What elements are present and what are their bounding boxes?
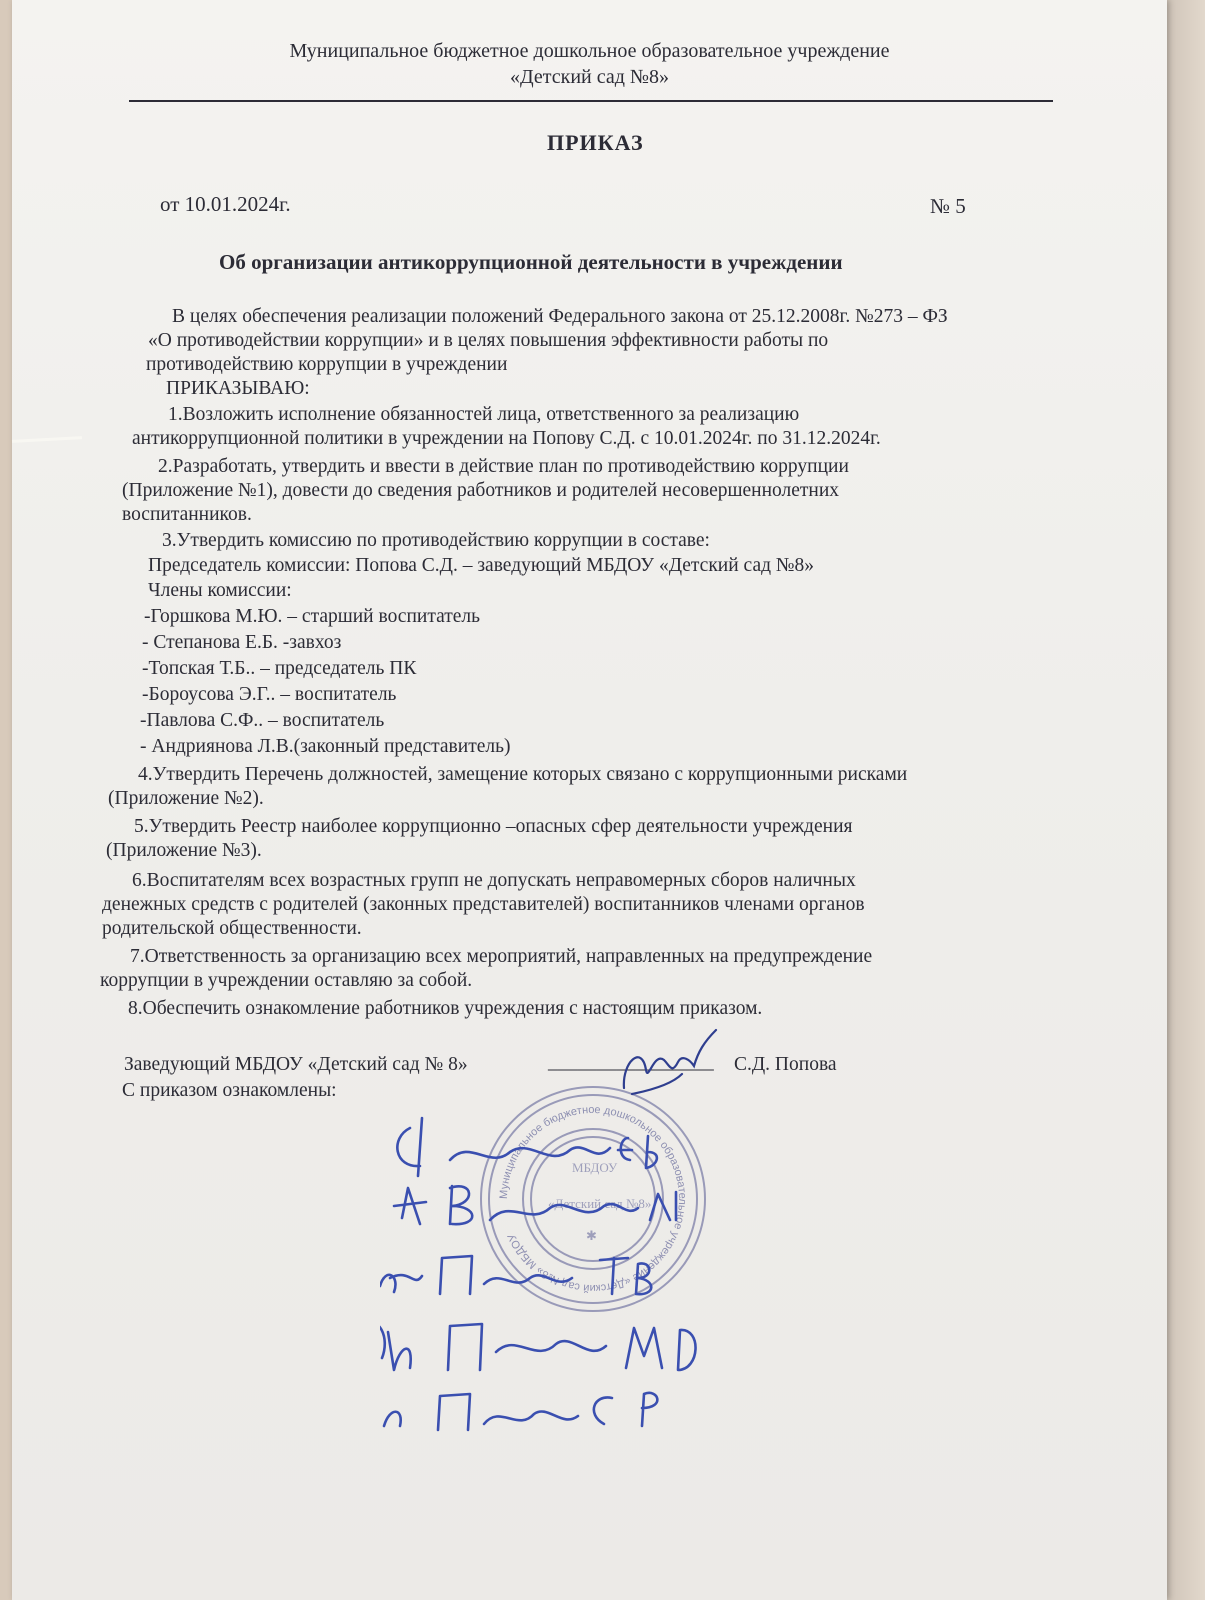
item-6: денежных средств с родителей (законных представителей) воспитанников членами органов xyxy=(102,894,865,915)
commission-member: -Горшкова М.Ю. – старший воспитатель xyxy=(144,606,481,627)
order-subject: Об организации антикоррупционной деятельности в учреждении xyxy=(219,250,843,274)
order-date: от 10.01.2024г. xyxy=(160,192,291,216)
item-8: 8.Обеспечить ознакомление работников учреждения с настоящим приказом. xyxy=(128,998,763,1019)
org-name-line1: Муниципальное бюджетное дошкольное образовательное учреждение xyxy=(289,40,890,62)
svg-text:«Детский сад №8»: «Детский сад №8» xyxy=(548,1196,652,1211)
org-name-line2: «Детский сад №8» xyxy=(509,66,669,88)
svg-text:✱: ✱ xyxy=(586,1228,597,1243)
handwritten-signatures xyxy=(380,1108,710,1438)
order-number: № 5 xyxy=(930,194,966,218)
item-5: 5.Утвердить Реестр наиболее коррупционно –опасных сфер деятельности учреждения xyxy=(134,816,853,837)
background-surface xyxy=(1165,0,1205,1600)
item-2: 2.Разработать, утвердить и ввести в действие план по противодействию коррупции xyxy=(158,456,849,477)
item-3: 3.Утвердить комиссию по противодействию коррупции в составе: xyxy=(162,530,710,551)
signature-line: _________________ xyxy=(548,1052,714,1073)
svg-text:МБДОУ: МБДОУ xyxy=(572,1160,618,1175)
commission-member: -Топская Т.Б.. – председатель ПК xyxy=(142,658,417,679)
item-1: 1.Возложить исполнение обязанностей лица, ответственного за реализацию xyxy=(168,404,800,425)
item-5: (Приложение №3). xyxy=(106,840,262,861)
document-title: ПРИКАЗ xyxy=(547,130,644,155)
commission-member: -Павлова С.Ф.. – воспитатель xyxy=(140,710,385,731)
signatory-name: С.Д. Попова xyxy=(734,1054,837,1075)
preamble-line: В целях обеспечения реализации положений Федерального закона от 25.12.2008г. №273 – ФЗ xyxy=(172,306,948,327)
item-2: (Приложение №1), довести до сведения работников и родителей несовершеннолетних xyxy=(122,480,840,501)
item-2: воспитанников. xyxy=(122,504,252,525)
item-4: (Приложение №2). xyxy=(108,788,264,809)
commission-member: - Андриянова Л.В.(законный представитель) xyxy=(140,736,511,757)
order-directive: ПРИКАЗЫВАЮ: xyxy=(166,378,310,399)
item-7: коррупции в учреждении оставляю за собой. xyxy=(100,970,473,991)
preamble-line: «О противодействии коррупции» и в целях повышения эффективности работы по xyxy=(148,330,829,351)
binding-thread xyxy=(12,436,82,443)
signatory-position: Заведующий МБДОУ «Детский сад № 8» xyxy=(124,1054,468,1075)
item-6: родительской общественности. xyxy=(102,918,362,939)
commission-members-label: Члены комиссии: xyxy=(148,580,292,601)
stamp-ring-text: Муниципальное бюджетное дошкольное образовательное учреждение «Детский сад №8» МБДОУ xyxy=(497,1103,689,1295)
commission-member: -Бороусова Э.Г.. – воспитатель xyxy=(142,684,397,705)
commission-chair: Председатель комиссии: Попова С.Д. – заведующий МБДОУ «Детский сад №8» xyxy=(148,555,814,576)
preamble-line: противодействию коррупции в учреждении xyxy=(146,354,508,375)
acknowledgment-label: С приказом ознакомлены: xyxy=(122,1080,337,1101)
item-1: антикоррупционной политики в учреждении на Попову С.Д. с 10.01.2024г. по 31.12.2024г. xyxy=(132,428,881,449)
item-6: 6.Воспитателям всех возрастных групп не допускать неправомерных сборов наличных xyxy=(132,870,856,891)
item-4: 4.Утвердить Перечень должностей, замещение которых связано с коррупционными рисками xyxy=(138,764,908,785)
header-rule xyxy=(129,100,1053,102)
director-signature xyxy=(612,1022,732,1102)
document-page xyxy=(12,0,1167,1600)
item-7: 7.Ответственность за организацию всех мероприятий, направленных на предупреждение xyxy=(130,946,873,967)
commission-member: - Степанова Е.Б. -завхоз xyxy=(142,632,342,653)
